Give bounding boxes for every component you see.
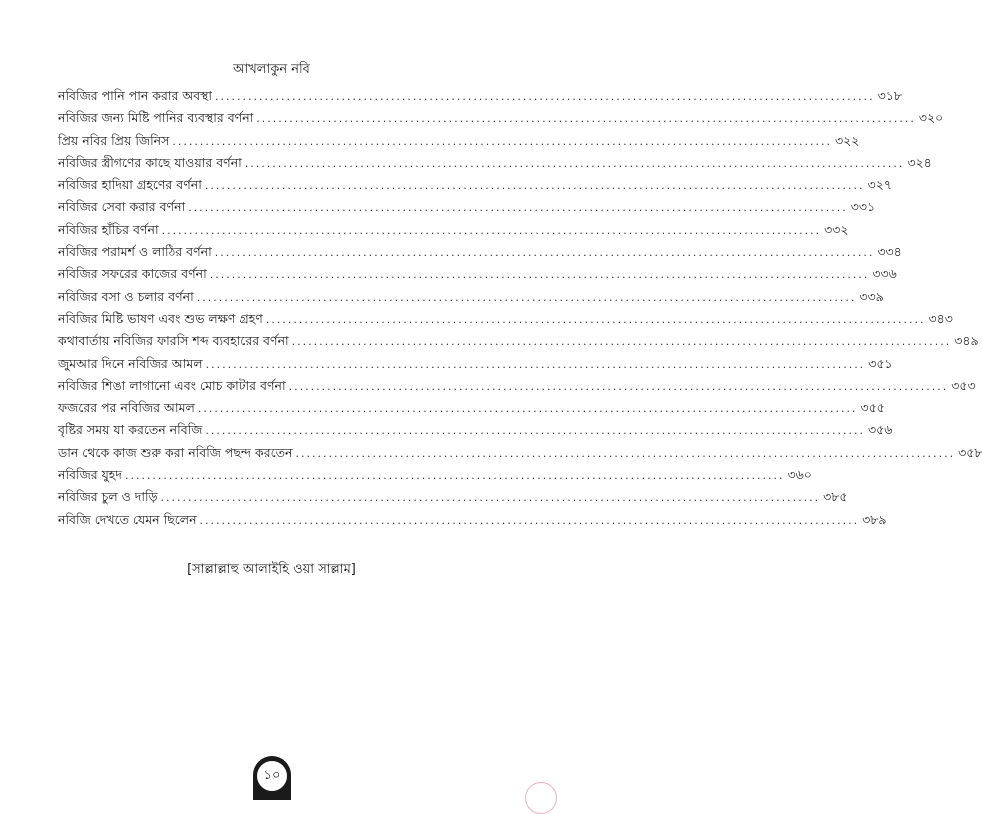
toc-entry <box>58 310 953 333</box>
toc-entry-page: ৩৫৫ <box>860 400 885 416</box>
toc-entry-title: নবিজির পানি পান করার অবস্থা <box>58 88 213 103</box>
toc-entry <box>58 244 902 266</box>
toc-entry-title: নবিজির সফরের কাজের বর্ণনা <box>58 266 207 282</box>
toc-entry-page: ৩১৮ <box>877 88 902 103</box>
toc-leader-dots: ........................................................................................................................ <box>214 246 875 260</box>
toc-leader-dots: ........................................................................................................................ <box>205 424 866 438</box>
page-number-badge <box>253 756 291 800</box>
toc-entry-title: প্রিয় নবির প্রিয় জিনিস <box>58 132 170 148</box>
table-of-contents <box>58 88 982 534</box>
toc-entry-page: ৩৩১ <box>850 199 876 215</box>
page-header <box>0 60 543 81</box>
toc-leader-dots: ........................................................................................................................ <box>288 379 949 393</box>
book-title: আখলাকুন নবি <box>233 62 310 77</box>
toc-entry <box>58 422 893 444</box>
toc-entry-title: নবিজির শিঙা লাগানো এবং মোচ কাটার বর্ণনা <box>58 377 286 393</box>
toc-leader-dots: ........................................................................................................................ <box>199 513 860 527</box>
toc-entry-title: কথাবার্তায় নবিজির ফারসি শব্দ ব্যবহারের বর্ণনা <box>58 333 289 349</box>
toc-leader-dots: ........................................................................................................................ <box>188 201 848 215</box>
toc-entry-title: নবিজির যুহদ <box>58 467 122 483</box>
footer-note: [সাল্লাল্লাহু আলাইহি ওয়া সাল্লাম] <box>187 562 356 577</box>
toc-entry-title: নবিজির বসা ও চলার বর্ণনা <box>58 288 194 304</box>
toc-entry-title: নবিজির সেবা করার বর্ণনা <box>58 199 186 215</box>
toc-entry-title: নবিজির স্ত্রীগণের কাছে যাওয়ার বর্ণনা <box>58 154 242 170</box>
toc-entry-title: নবিজি দেখতে যেমন ছিলেন <box>58 511 197 527</box>
toc-entry-page: ৩২০ <box>918 110 944 126</box>
toc-leader-dots: ........................................................................................................................ <box>161 223 822 237</box>
toc-entry <box>58 489 848 511</box>
toc-leader-dots: ........................................................................................................................ <box>244 156 905 170</box>
toc-entry-page: ৩৩৬ <box>872 266 897 282</box>
toc-entry-page: ৩৫১ <box>868 355 893 371</box>
toc-entry-title: নবিজির চুল ও দাড়ি <box>58 489 158 505</box>
toc-leader-dots: ........................................................................................................................ <box>197 402 858 416</box>
toc-entry <box>58 132 860 155</box>
toc-entry-page: ৩৮৯ <box>862 511 887 527</box>
toc-entry <box>58 266 897 288</box>
toc-entry <box>58 377 976 400</box>
toc-entry <box>58 221 849 244</box>
toc-entry-page: ৩৪৯ <box>954 333 979 349</box>
toc-leader-dots: ........................................................................................................................ <box>295 446 956 460</box>
toc-entry <box>58 333 979 355</box>
toc-entry <box>58 444 982 467</box>
toc-entry-page: ৩৩৪ <box>877 244 902 260</box>
toc-entry <box>58 467 812 489</box>
toc-leader-dots: ........................................................................................................................ <box>205 357 866 371</box>
toc-leader-dots: ........................................................................................................................ <box>265 312 926 326</box>
toc-leader-dots: ........................................................................................................................ <box>196 290 857 304</box>
page-number: ১০ <box>257 761 287 791</box>
toc-entry <box>58 88 902 110</box>
toc-entry-title: ফজরের পর নবিজির আমল <box>58 400 195 416</box>
toc-leader-dots: ........................................................................................................................ <box>204 179 865 193</box>
toc-leader-dots: ........................................................................................................................ <box>215 90 875 103</box>
toc-leader-dots: ........................................................................................................................ <box>124 469 785 483</box>
toc-entry <box>58 154 932 177</box>
toc-entry-page: ৩২২ <box>834 132 860 148</box>
toc-entry-title: নবিজির পরামর্শ ও লাঠির বর্ণনা <box>58 244 212 260</box>
toc-entry <box>58 400 885 422</box>
toc-entry-page: ৩৩৯ <box>859 288 884 304</box>
toc-entry-title: বৃষ্টির সময় যা করতেন নবিজি <box>58 422 203 438</box>
toc-entry-page: ৩৪৩ <box>928 310 953 326</box>
toc-entry-page: ৩৫৬ <box>868 422 893 438</box>
toc-entry-title: নবিজির মিষ্টি ভাষণ এবং শুভ লক্ষণ গ্রহণ <box>58 310 263 326</box>
toc-entry-title: নবিজির হাদিয়া গ্রহণের বর্ণনা <box>58 177 202 193</box>
toc-entry-page: ৩৮৫ <box>823 489 848 505</box>
toc-entry-page: ৩৩২ <box>824 221 849 237</box>
toc-entry <box>58 199 876 221</box>
toc-entry <box>58 355 893 378</box>
toc-leader-dots: ........................................................................................................................ <box>209 268 870 282</box>
toc-entry <box>58 110 944 132</box>
toc-entry <box>58 177 892 199</box>
toc-entry <box>58 511 887 534</box>
toc-entry-title: ডান থেকে কাজ শুরু করা নবিজি পছন্দ করতেন <box>58 444 293 460</box>
toc-leader-dots: ........................................................................................................................ <box>160 491 821 505</box>
toc-entry-page: ৩২৭ <box>867 177 892 193</box>
toc-entry-title: জুমআর দিনে নবিজির আমল <box>58 355 203 371</box>
toc-entry <box>58 288 884 311</box>
toc-entry-title: নবিজির হাঁচির বর্ণনা <box>58 221 159 237</box>
toc-leader-dots: ........................................................................................................................ <box>256 112 916 126</box>
toc-leader-dots: ........................................................................................................................ <box>172 134 832 148</box>
toc-entry-page: ৩৬০ <box>787 467 812 483</box>
toc-leader-dots: ........................................................................................................................ <box>291 335 952 349</box>
toc-entry-title: নবিজির জন্য মিষ্টি পানির ব্যবস্থার বর্ণনা <box>58 110 254 126</box>
toc-entry-page: ৩২৪ <box>907 154 932 170</box>
toc-entry-page: ৩৫৮ <box>958 444 982 460</box>
toc-entry-page: ৩৫৩ <box>951 377 976 393</box>
corner-decoration <box>525 782 557 814</box>
